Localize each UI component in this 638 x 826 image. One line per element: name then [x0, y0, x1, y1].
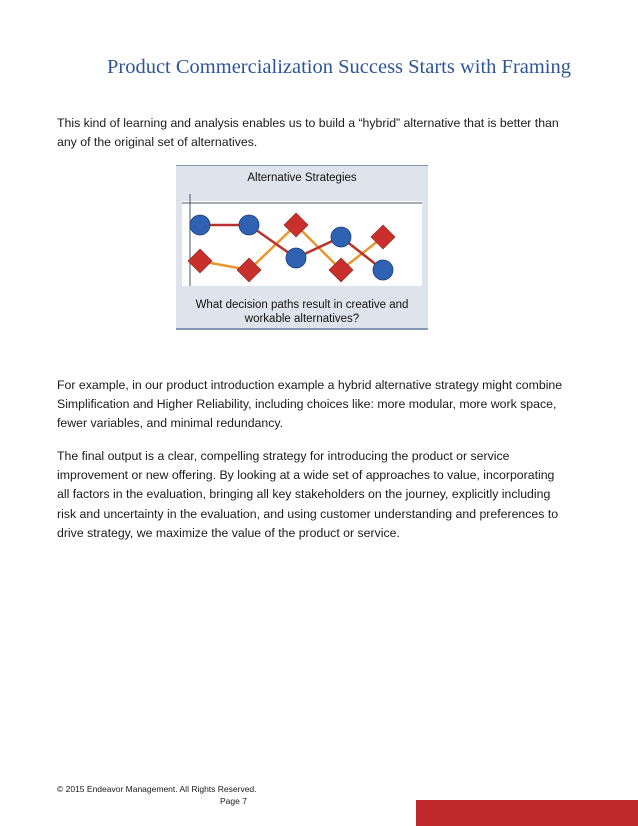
figure-caption — [176, 298, 428, 326]
figure-title: Alternative Strategies — [247, 172, 357, 184]
intro-paragraph: This kind of learning and analysis enables us to build a “hybrid” alternative that is better than any of the original set of alternatives. — [57, 116, 559, 150]
alternative-strategies-figure — [176, 165, 428, 330]
final-output-paragraph: The final output is a clear, compelling strategy for introducing the product or service improvement or new offering. By looking at a wide set of approaches to value, incorporating all factors in the evaluation, bringing all key stakeholders on the journey, explicitly including risk and uncertainty in the evaluation, and using customer understanding and preferences to drive strategy, we maximize the value of the product or service. — [57, 449, 559, 540]
figure-caption-line2: workable alternatives? — [244, 313, 360, 325]
page-number: Page 7 — [220, 796, 247, 806]
circle-marker — [286, 248, 306, 268]
footer-accent-bar — [416, 800, 638, 826]
footer-copyright: © 2015 Endeavor Management. All Rights Reserved. — [57, 784, 257, 794]
circle-marker — [373, 260, 393, 280]
circle-marker — [190, 215, 210, 235]
circle-marker — [239, 215, 259, 235]
example-paragraph: For example, in our product introduction example a hybrid alternative strategy might combine Simplification and Higher Reliability, including choices like: more modular, more work space, fewer variables, and minimal redundancy. — [57, 378, 563, 431]
page-title: Product Commercialization Success Starts with Framing — [106, 56, 572, 78]
figure-caption-line1: What decision paths result in creative and — [195, 299, 409, 311]
circle-marker — [331, 227, 351, 247]
